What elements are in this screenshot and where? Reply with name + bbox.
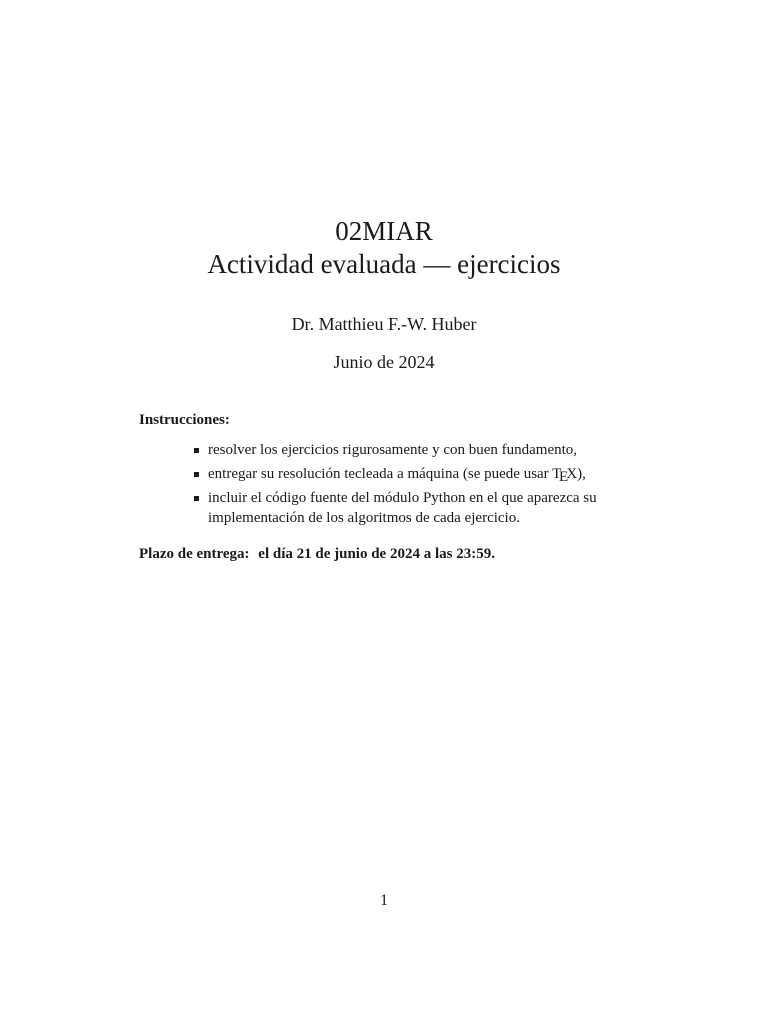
instruction-item: [194, 464, 654, 484]
deadline-value: el día 21 de junio de 2024 a las 23:59.: [258, 546, 495, 562]
square-bullet-icon: [194, 448, 199, 453]
square-bullet-icon: [194, 496, 199, 501]
square-bullet-icon: [194, 472, 199, 477]
deadline: [139, 543, 495, 565]
tex-logo-e: E: [558, 469, 569, 486]
page-number: 1: [380, 892, 388, 909]
tex-logo: [552, 466, 578, 486]
author: Dr. Matthieu F.-W. Huber: [291, 314, 477, 334]
title-block: [0, 215, 768, 281]
deadline-label: Plazo de entrega:: [139, 546, 250, 562]
tex-logo-x: X: [566, 466, 578, 482]
document-date: Junio de 2024: [333, 352, 435, 372]
course-code: 02MIAR: [335, 216, 433, 246]
document-title: Actividad evaluada — ejercicios: [207, 249, 561, 279]
instruction-text: entregar su resolución tecleada a máquina (se puede usar: [208, 466, 553, 482]
instruction-item: [194, 488, 654, 528]
instructions-heading: Instrucciones:: [139, 412, 230, 428]
instruction-item: [194, 440, 654, 460]
instruction-list: [194, 440, 654, 532]
tex-logo-t: T: [552, 466, 562, 482]
instruction-text-end: ),: [577, 466, 586, 482]
instruction-text: incluir el código fuente del módulo Python en el que aparezca su implementación de los algoritmos de cada ejercicio.: [208, 490, 597, 526]
instruction-text: resolver los ejercicios rigurosamente y con buen fundamento,: [208, 442, 578, 458]
